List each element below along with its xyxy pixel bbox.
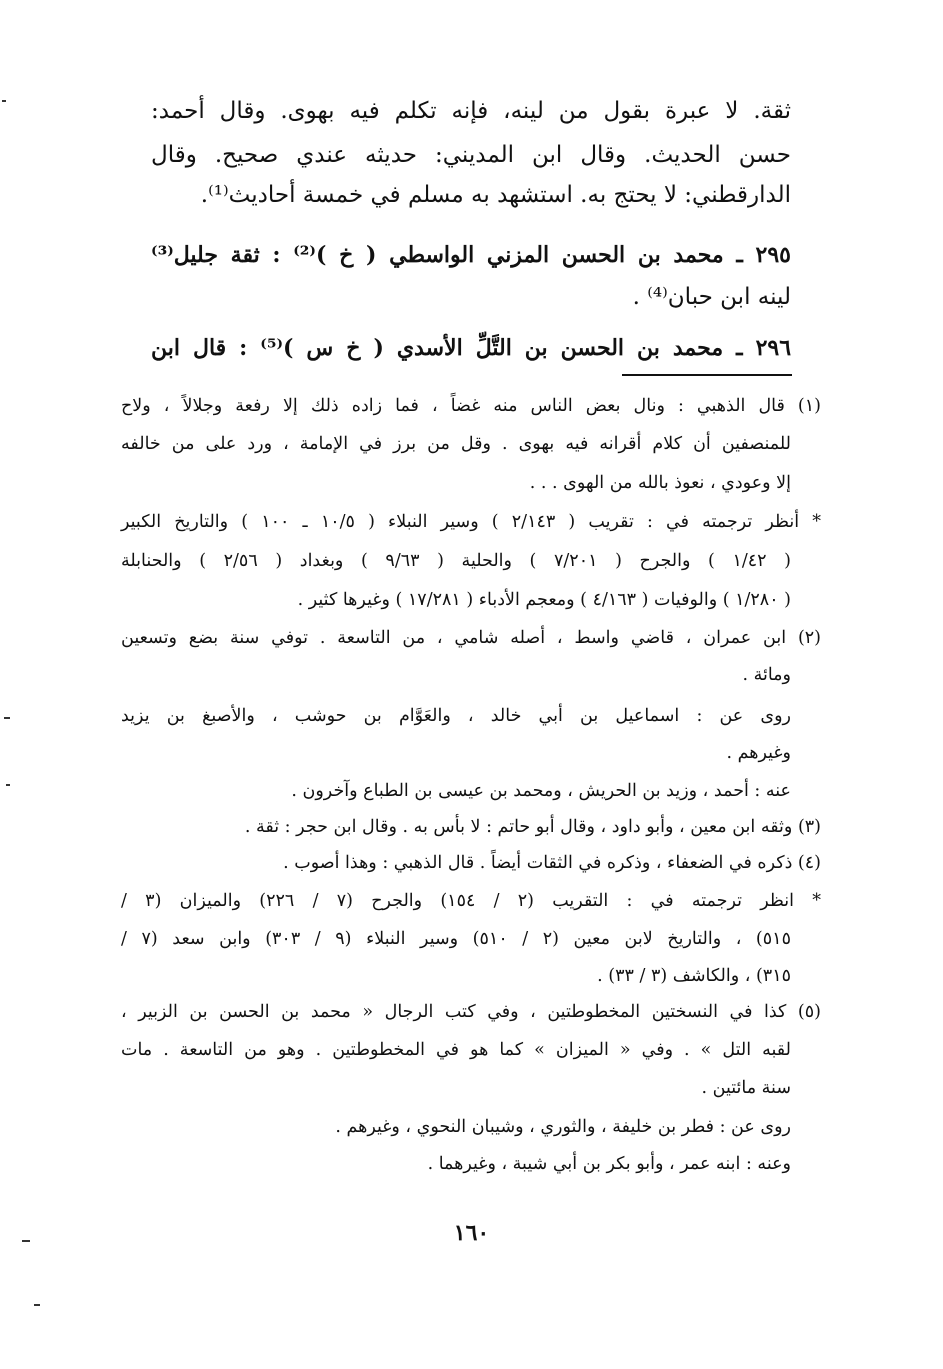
footnote-5-line-1: (٥) كذا في النسختين المخطوطتين ، وفي كتب الرجال « محمد بن الحسن بن الزبير ، [121, 1002, 821, 1022]
scan-mark [4, 717, 10, 719]
footnote-5-rawa: روى عن : فطر بن خليفة ، والثوري ، وشيبان النحوي ، وغيرهم . [335, 1117, 791, 1137]
body-line-2: حسن الحديث. وقال ابن المديني: حديثه عندي صحيح. وقال [151, 142, 791, 168]
footnote-3: (٣) وثقه ابن معين ، وأبو داود ، وقال أبو حاتم : لا بأس به . وقال ابن حجر : ثقة . [244, 817, 821, 837]
footnote-2-line-2: ومائة . [742, 665, 791, 685]
footnote-1-refs-line-3: ( ١/٢٨٠ ) والوفيات ( ٤/١٦٣ ) ومعجم الأدباء ( ١٧/٢٨١ ) وغيرها كثير . [297, 590, 791, 610]
footnote-5-anhu: وعنه : ابنه عمر ، وأبو بكر بن أبي شيبة ، وغيرهما . [427, 1154, 791, 1174]
entry-295-line-2: لينه ابن حبان⁽⁴⁾ . [632, 284, 791, 310]
footnote-5-line-3: سنة مائتين . [701, 1078, 791, 1098]
page-number: ١٦٠ [453, 1220, 490, 1246]
footnote-2-line-1: (٢) ابن عمران ، قاضي واسط ، أصله شامي ، من التاسعة . توفي سنة بضع وتسعين [121, 628, 821, 648]
scan-mark [22, 1240, 30, 1242]
entry-296-heading: ٢٩٦ ـ محمد بن الحسن بن التَّلِّ الأسدي ( خ س )⁽⁵⁾ : قال ابن [151, 335, 792, 361]
footnote-1-line-3: إلا وعودي ، نعوذ بالله من الهوى . . . [529, 473, 791, 493]
footnote-4-refs-line-3: ٣١٥) ، والكاشف (٣ / ٣٣) . [597, 966, 791, 986]
footnote-4-refs-line-2: ٥١٥) ، والتاريخ لابن معين (٢ / ٥١٠) وسير النبلاء (٩ / ٣٠٣) وابن سعد (٧ / [121, 929, 791, 949]
footnote-1-line-1: (١) قال الذهبي : ونال بعض الناس منه غضاً ، فما زاده ذلك إلا رفعة وجلالاً ، ولاح [121, 396, 821, 416]
footnote-1-line-2: للمنصفين أن كلام أقرانه فيه بهوى . وقل من برز في الإمامة ، ورد على من خالفه [121, 434, 791, 454]
footnote-separator [622, 374, 792, 376]
footnote-1-refs-line-1: * أنظر ترجمته في : تقريب ( ٢/١٤٣ ) وسير النبلاء ( ١٠/٥ ـ ١٠٠ ) والتاريخ الكبير [121, 512, 821, 532]
scan-mark [34, 1304, 40, 1306]
scan-mark [2, 100, 6, 102]
footnote-2-rawa-line-2: وغيرهم . [726, 743, 791, 763]
footnote-2-rawa-line-1: روى عن : اسماعيل بن أبي خالد ، والعَوَّام بن حوشب ، والأصبغ بن يزيد [121, 706, 791, 726]
footnote-4-refs-line-1: * انظر ترجمته في : التقريب (٢ / ١٥٤) والجرح (٧ / ٢٢٦) والميزان (٣ / [121, 891, 821, 911]
scan-mark [6, 784, 10, 786]
footnote-2-anhu: عنه : أحمد ، وزيد بن الحريش ، ومحمد بن عيسى بن الطباع وآخرون . [291, 781, 791, 801]
body-line-1: ثقة. لا عبرة بقول من لينه، فإنه تكلم فيه بهوى. وقال أحمد: [151, 98, 791, 124]
footnote-1-refs-line-2: ( ١/٤٢ ) والجرح ( ٧/٢٠١ ) والحلية ( ٩/٦٣ ) وبغداد ( ٢/٥٦ ) والحنابلة [121, 551, 792, 571]
body-line-3: الدارقطني: لا يحتج به. استشهد به مسلم في خمسة أحاديث⁽¹⁾. [200, 182, 791, 208]
footnote-5-line-2: لقبه التل » . وفي « الميزان » كما هو في المخطوطتين . وهو من التاسعة . مات [121, 1040, 791, 1060]
footnote-4: (٤) ذكره في الضعفاء ، وذكره في الثقات أيضاً . قال الذهبي : وهذا أصوب . [283, 853, 821, 873]
entry-295-heading: ٢٩٥ ـ محمد بن الحسن المزني الواسطي ( خ )⁽²⁾ : ثقة جليل⁽³⁾ [151, 242, 791, 268]
